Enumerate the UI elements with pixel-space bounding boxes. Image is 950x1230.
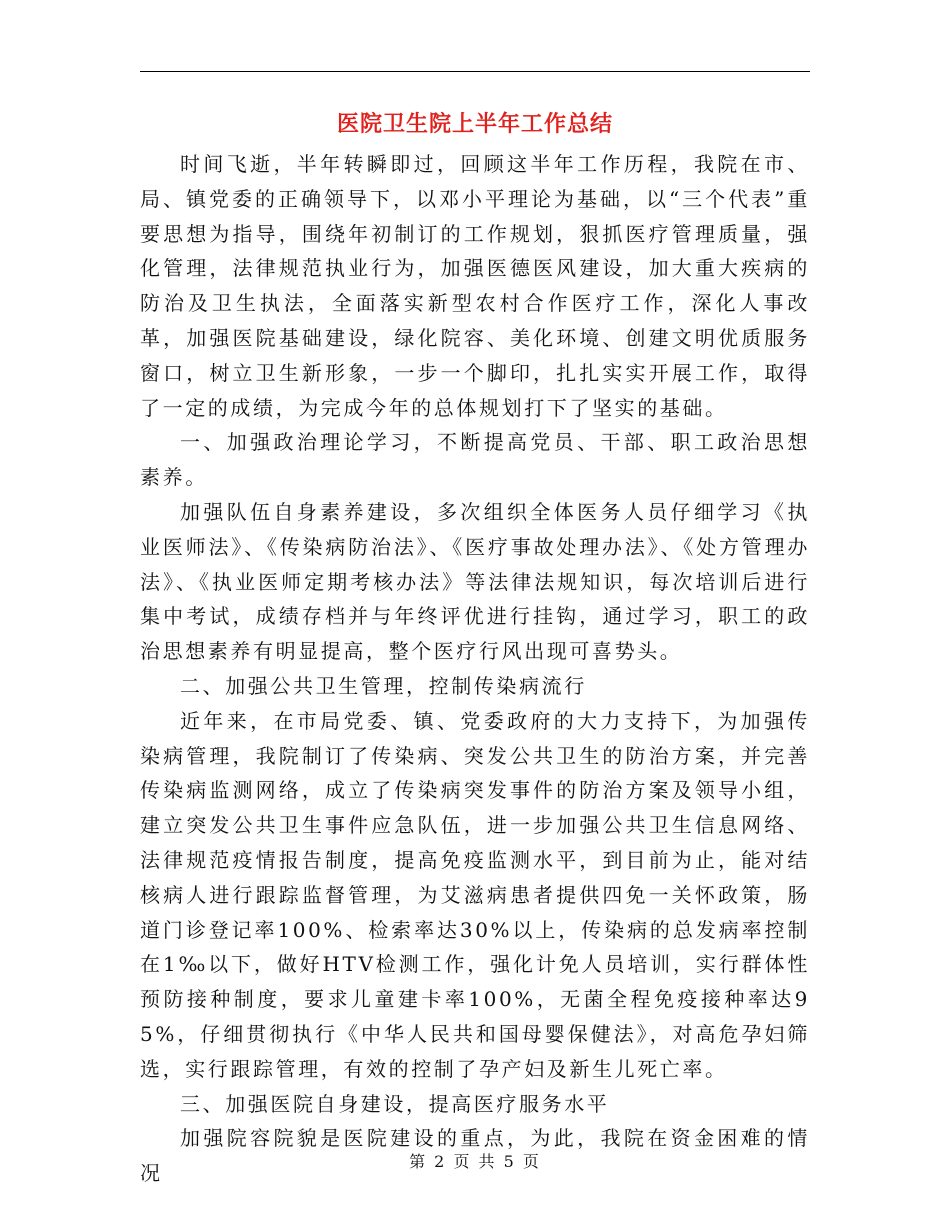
document-body xyxy=(140,147,810,1191)
paragraph-section-1: 加强队伍自身素养建设，多次组织全体医务人员仔细学习《执业医师法》、《传染病防治法》、《医疗事故处理办法》、《处方管理办法》、《执业医师定期考核办法》等法律法规知识，每次培训后进行集中考试，成绩存档并与年终评优进行挂钩，通过学习，职工的政治思想素养有明显提高，整个医疗行风出现可喜势头。 xyxy=(140,499,810,664)
section-heading-3: 三、加强医院自身建设，提高医疗服务水平 xyxy=(180,1091,610,1116)
paragraph-intro: 时间飞逝，半年转瞬即过，回顾这半年工作历程，我院在市、局、镇党委的正确领导下，以邓小平理论为基础，以“三个代表”重要思想为指导，围绕年初制订的工作规划，狠抓医疗管理质量，强化管理，法律规范执业行为，加强医德医风建设，加大重大疾病的防治及卫生执法，全面落实新型农村合作医疗工作，深化人事改革，加强医院基础建设，绿化院容、美化环境、创建文明优质服务窗口，树立卫生新形象，一步一个脚印，扎扎实实开展工作，取得了一定的成绩，为完成今年的总体规划打下了坚实的基础。 xyxy=(140,152,810,420)
paragraph-section-2: 近年来，在市局党委、镇、党委政府的大力支持下，为加强传染病管理，我院制订了传染病、突发公共卫生的防治方案，并完善传染病监测网络，成立了传染病突发事件的防治方案及领导小组，建立突发公共卫生事件应急队伍，进一步加强公共卫生信息网络、法律规范疫情报告制度，提高免疫监测水平，到目前为止，能对结核病人进行跟踪监督管理，为艾滋病患者提供四免一关怀政策，肠道门诊登记率100%、检索率达30%以上，传染病的总发病率控制在1‰以下，做好HTV检测工作，强化计免人员培训，实行群体性预防接种制度，要求儿童建卡率100%，无菌全程免疫接种率达95%，仔细贯彻执行《中华人民共和国母婴保健法》，对高危孕妇筛选，实行跟踪管理，有效的控制了孕产妇及新生儿死亡率。 xyxy=(140,708,810,1081)
section-heading-1: 一、加强政治理论学习，不断提高党员、干部、职工政治思想素养。 xyxy=(140,430,810,490)
document-title: 医院卫生院上半年工作总结 xyxy=(336,111,613,137)
header-rule xyxy=(140,71,810,72)
section-heading-2: 二、加强公共卫生管理，控制传染病流行 xyxy=(180,673,587,698)
page-number-footer: 第 2 页 共 5 页 xyxy=(409,1152,541,1171)
paragraph-section-3: 加强院容院貌是医院建设的重点，为此，我院在资金困难的情况 xyxy=(140,1126,810,1186)
